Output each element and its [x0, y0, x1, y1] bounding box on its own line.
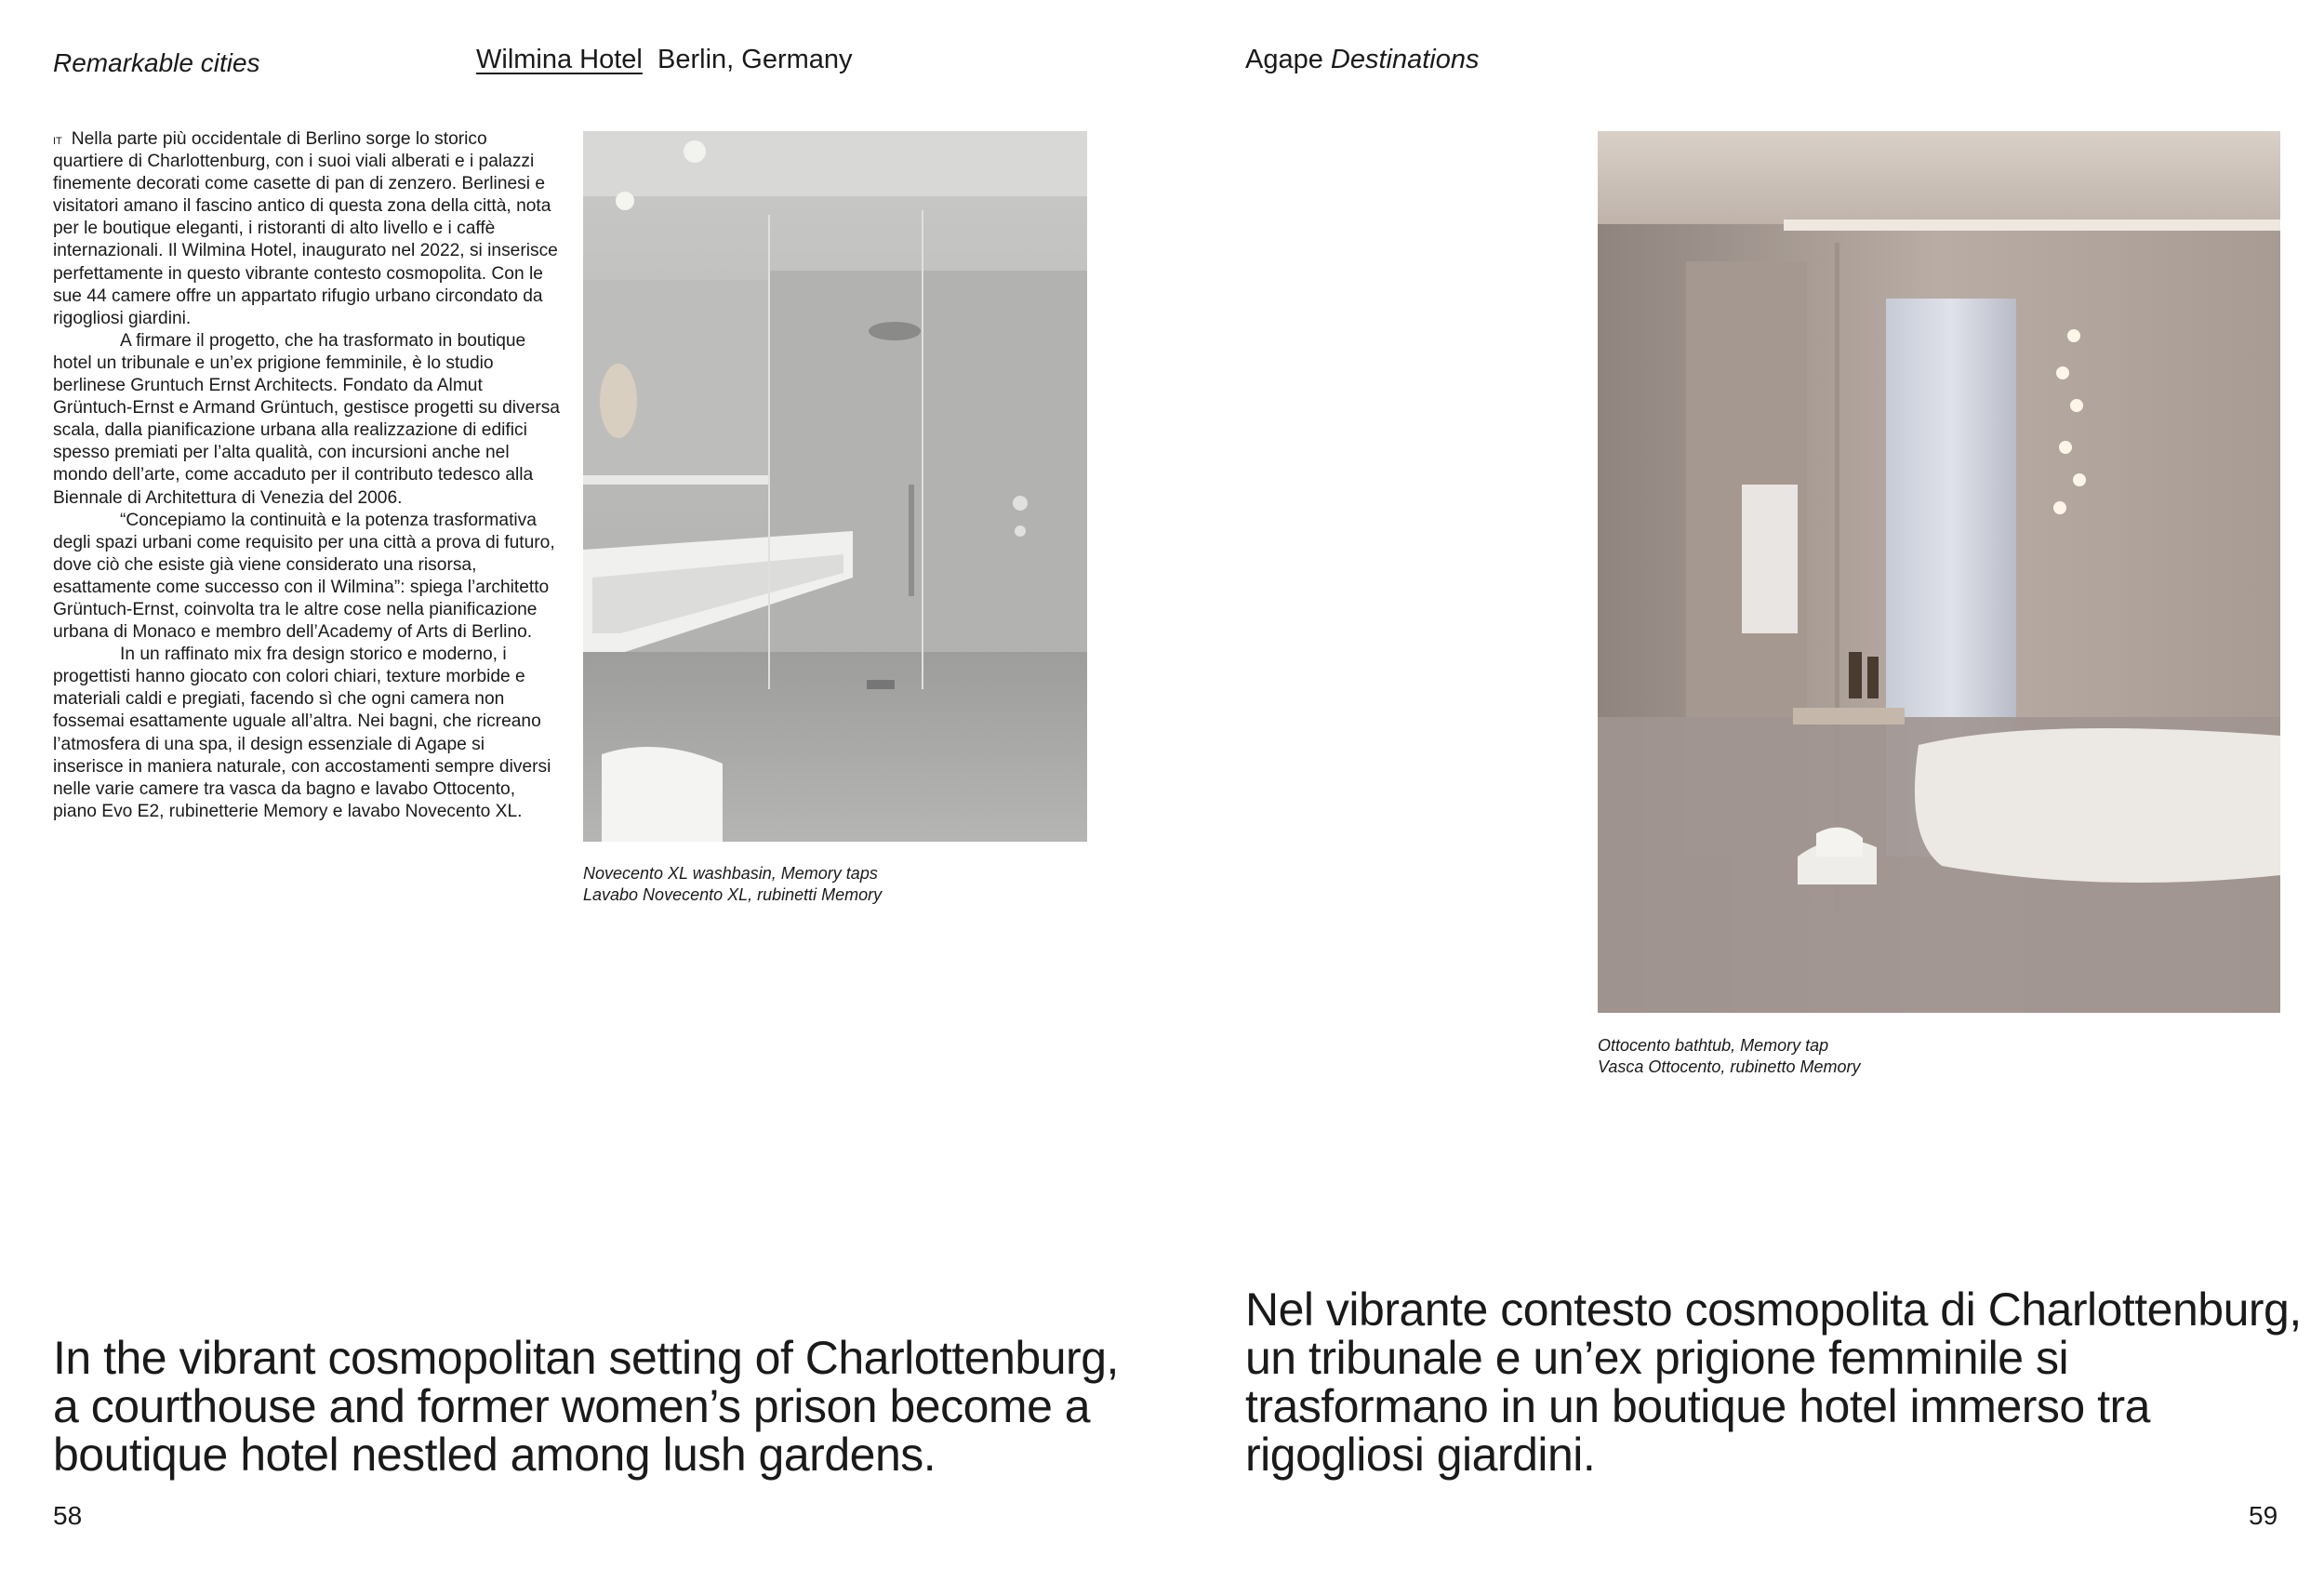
page-number-left: 58 [53, 1501, 83, 1530]
hotel-location: Berlin, Germany [657, 45, 853, 74]
quote-line: un tribunale e un’ex prigione femminile si [1245, 1332, 2069, 1384]
article-body [53, 128, 560, 823]
quote-line: trasformano in un boutique hotel immerso tra [1245, 1380, 2150, 1432]
quote-line: Nel vibrante contesto cosmopolita di Charlottenburg, [1245, 1283, 2302, 1336]
caption-line-en: Novecento XL washbasin, Memory taps [583, 864, 878, 883]
quote-line: boutique hotel nestled among lush gardens. [53, 1429, 936, 1481]
hotel-heading [476, 45, 853, 75]
page-number-right: 59 [2249, 1501, 2278, 1530]
quote-line: a courthouse and former women’s prison become a [53, 1380, 1091, 1432]
hotel-name: Wilmina Hotel [476, 45, 643, 74]
quote-line: rigogliosi giardini. [1245, 1429, 1596, 1481]
caption-washbasin [583, 863, 882, 906]
photo-washbasin [583, 131, 1087, 842]
article-paragraph: In un raffinato mix fra design storico e moderno, i progettisti hanno giocato con colori chiari, texture morbide e materiali caldi e pregiati, facendo sì che ogni camera non fossemai esattamente uguale all’altra. Nei bagni, che ricreano l’atmosfera di una spa, il design essenziale di Agape si inserisce in maniera naturale, con accostamenti sempre diversi nelle varie camere tra vasca da bagno e lavabo Ottocento, piano Evo E2, rubinetterie Memory e lavabo Novecento XL. [53, 645, 551, 821]
article-paragraph: “Concepiamo la continuità e la potenza trasformativa degli spazi urbani come requisito per una città a prova di futuro, dove ciò che esiste già viene considerato una risorsa, esattamente come successo con il Wilmina”: spiega l’architetto Grüntuch-Ernst, coinvolta tra le altre cose nella pianificazione urbana di Monaco e membro dell’Academy of Arts di Berlino. [53, 510, 555, 643]
pull-quote-english [53, 1334, 1119, 1479]
photo-bathtub [1598, 131, 2280, 1013]
pull-quote-italian [1245, 1285, 2302, 1479]
language-tag: IT [53, 136, 62, 147]
magazine-title: Destinations [1330, 45, 1480, 74]
magazine-brand: Agape [1245, 45, 1323, 74]
article-paragraph: $^{IT}$ Nella parte più occidentale di Berlino sorge lo storico quartiere di Charlottenburg, con i suoi viali alberati e i palazzi finemente decorati come casette di pan di zenzero. Berlinesi e visitatori amano il fascino antico di questa zona della città, nota per le boutique eleganti, i ristoranti di alto livello e i caffè internazionali. Il Wilmina Hotel, inaugurato nel 2022, si inserisce perfettamente in questo vibrante contesto cosmopolita. Con le sue 44 camere offre un appartato rifugio urbano circondato da rigogliosi giardini. [53, 129, 558, 328]
quote-line: In the vibrant cosmopolitan setting of Charlottenburg, [53, 1332, 1119, 1384]
caption-line-it: Lavabo Novecento XL, rubinetti Memory [583, 885, 883, 904]
article-paragraph: A firmare il progetto, che ha trasformato in boutique hotel un tribunale e un’ex prigione femminile, è lo studio berlinese Gruntuch Ernst Architects. Fondato da Almut Grüntuch-Ernst e Armand Grüntuch, gestisce progetti su diversa scala, dalla pianificazione urbana alla realizzazione di edifici spesso premiati per l’alta qualità, con incursioni anche nel mondo dell’arte, come accaduto per il contributo tedesco alla Biennale di Architettura di Venezia del 2006. [53, 330, 560, 508]
caption-line-it: Vasca Ottocento, rubinetto Memory [1598, 1057, 1861, 1076]
caption-line-en: Ottocento bathtub, Memory tap [1598, 1036, 1829, 1055]
section-title: Remarkable cities [53, 48, 260, 77]
magazine-header [1245, 45, 1480, 75]
caption-bathtub [1598, 1035, 1860, 1078]
